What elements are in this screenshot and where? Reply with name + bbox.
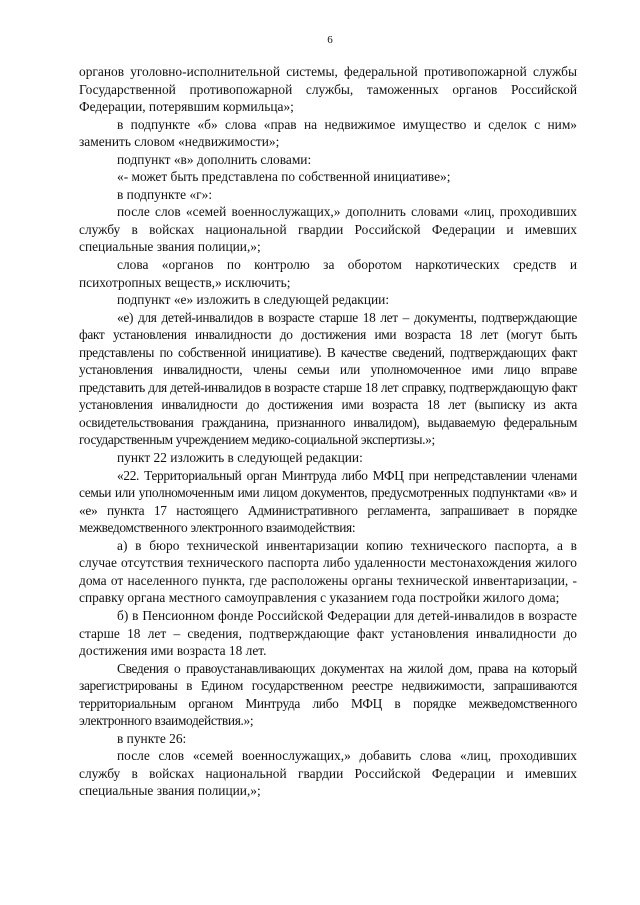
paragraph-7: слова «органов по контролю за оборотом наркотических средств и психотропных веществ,» исключить; <box>79 257 577 290</box>
paragraph-12: а) в бюро технической инвентаризации копию технического паспорта, а в случае отсутствия технического паспорта либо удаленности местонахождения жилого дома от населенного пункта, где расположены органы технической инвентаризации, - справку органа местного самоуправления с указанием года постройки жилого дома; <box>79 537 577 606</box>
paragraph-8: подпункт «е» изложить в следующей редакции: <box>117 292 390 308</box>
paragraph-13: б) в Пенсионном фонде Российской Федерации для детей-инвалидов в возрасте старше 18 лет – сведения, подтверждающие факт установления инвалидности до достижения ими возраста 18 лет. <box>79 607 577 659</box>
paragraph-16: после слов «семей военнослужащих,» добавить слова «лиц, проходивших службу в войсках национальной гвардии Российской Федерации и имевших специальные звания полиции,»; <box>79 748 577 799</box>
paragraph-11: «22. Территориальный орган Минтруда либо МФЦ при непредставлении членами семьи или уполномоченным ими лицом документов, предусмотренных подпунктами «в» и «е» пункта 17 настоящего Административного регламента, запрашивает в порядке межведомственного электронного взаимодействия: <box>79 467 577 536</box>
paragraph-4: «- может быть представлена по собственной инициативе»; <box>117 169 451 185</box>
paragraph-1: органов уголовно-исполнительной системы, федеральной противопожарной службы Государственной противопожарной службы, таможенных органов Российской Федерации, потерявшим кормильца»; <box>79 64 577 115</box>
paragraph-2: в подпункте «б» слова «прав на недвижимое имущество и сделок с ним» заменить словом «недвижимости»; <box>79 116 577 150</box>
paragraph-6: после слов «семей военнослужащих,» дополнить словами «лиц, проходивших службу в войсках национальной гвардии Российской Федерации и имевших специальные звания полиции,»; <box>79 204 577 255</box>
paragraph-14: Сведения о правоустанавливающих документах на жилой дом, права на который зарегистрированы в Едином государственном реестре недвижимости, запрашиваются территориальным органом Минтруда либо МФЦ в порядке межведомственного электронного взаимодействия.»; <box>79 660 577 729</box>
paragraph-15: в пункте 26: <box>117 730 187 746</box>
paragraph-3: подпункт «в» дополнить словами: <box>117 151 312 167</box>
paragraph-5: в подпункте «г»: <box>117 186 213 202</box>
page-number: 6 <box>327 34 333 46</box>
paragraph-9: «е) для детей-инвалидов в возрасте старше 18 лет – документы, подтверждающие факт установления инвалидности до достижения ими возраста 18 лет (могут быть представлены по собственной инициативе). В качестве сведений, подтверждающих факт установления инвалидности, члены семьи или уполномоченное ими лицо вправе представить для детей-инвалидов в возрасте старше 18 лет справку, подтверждающую факт установления инвалидности до достижения ими возраста 18 лет (выписку из акта освидетельствования гражданина, признанного инвалидом), выдаваемую федеральным государственным учреждением медико-социальной экспертизы.»; <box>79 309 577 448</box>
paragraph-10: пункт 22 изложить в следующей редакции: <box>117 450 363 466</box>
document-body <box>79 63 577 800</box>
